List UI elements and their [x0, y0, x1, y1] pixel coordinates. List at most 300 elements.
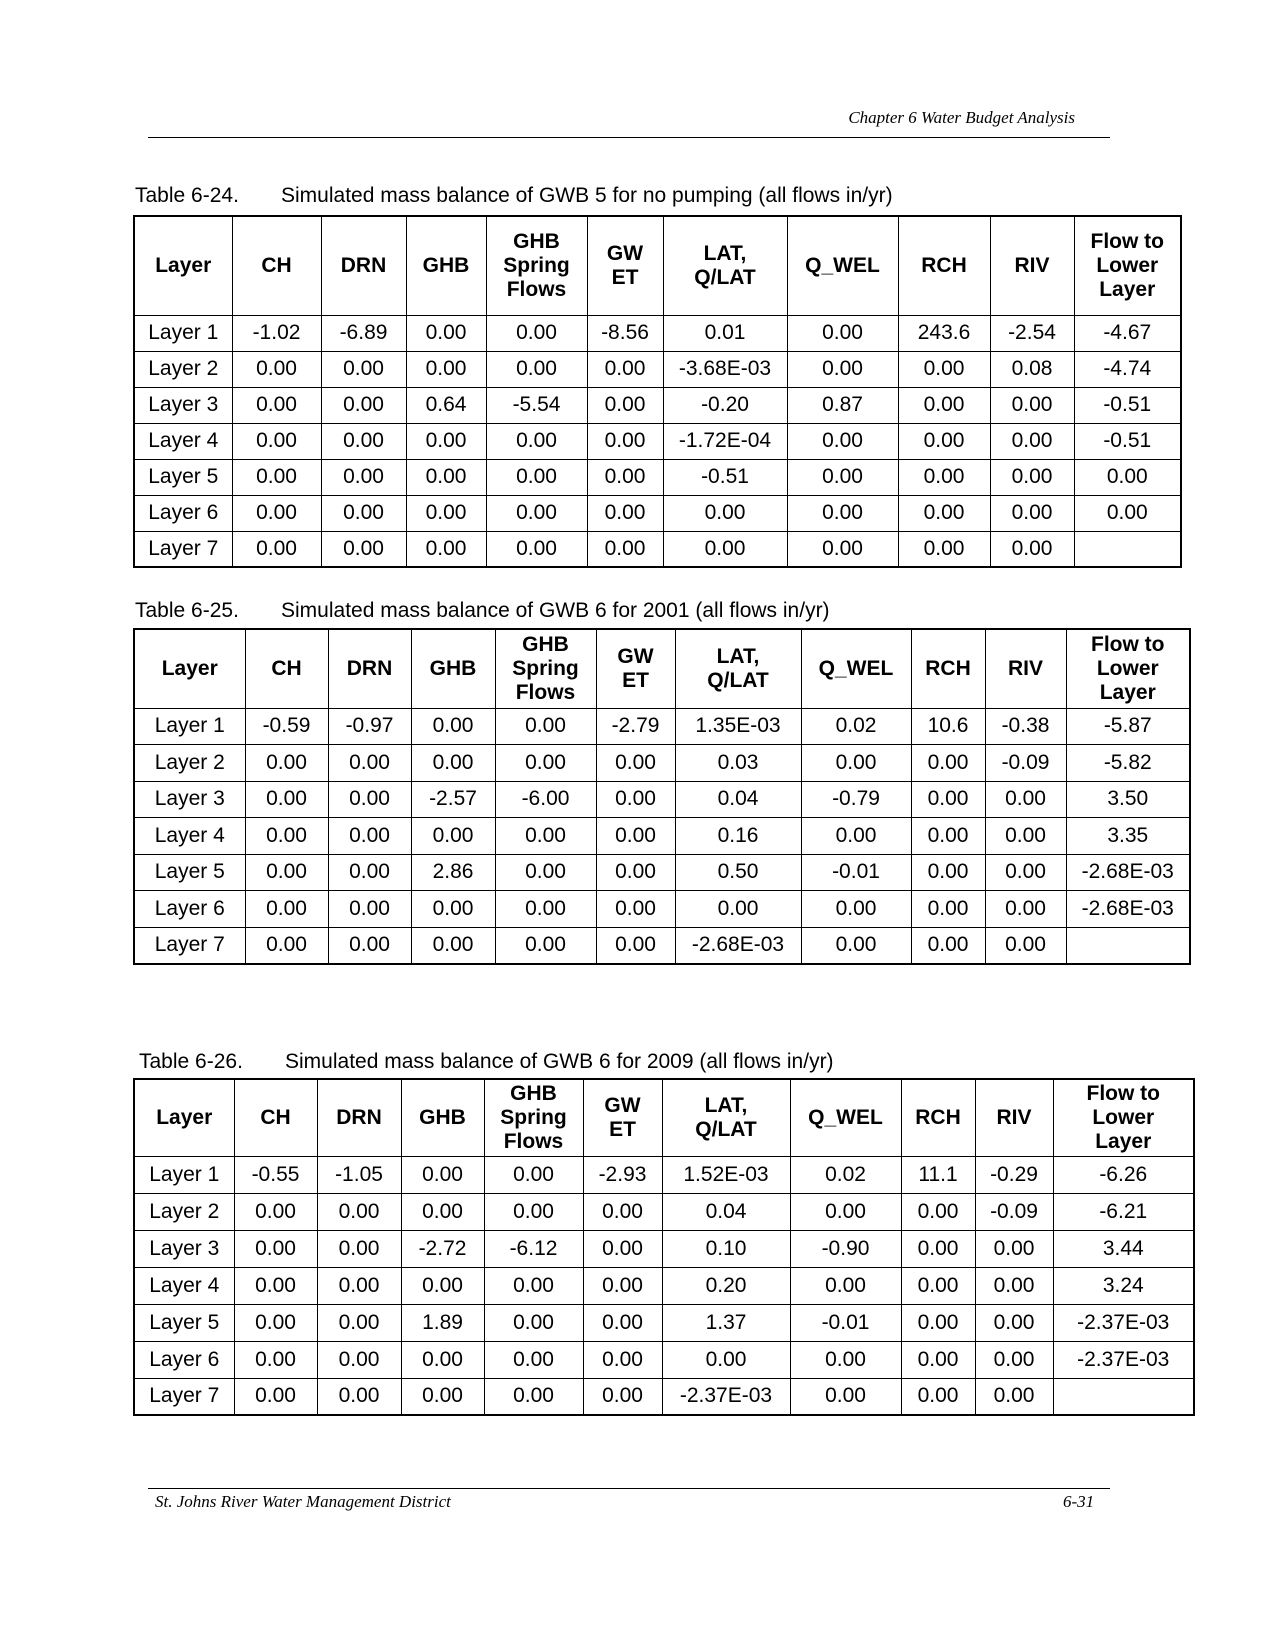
- flow-value-cell: 0.00: [596, 854, 675, 891]
- column-header: GHB: [401, 1079, 484, 1156]
- flow-value-cell: 0.00: [801, 818, 911, 855]
- column-header: Q_WEL: [790, 1079, 901, 1156]
- table-row: [134, 495, 1181, 531]
- flow-value-cell: -2.68E-03: [1066, 891, 1190, 928]
- column-header: GHB: [411, 629, 495, 708]
- table-title: Simulated mass balance of GWB 6 for 2009 (all flows in/yr): [285, 1050, 834, 1073]
- layer-label-cell: Layer 1: [134, 1156, 234, 1193]
- layer-label-cell: Layer 1: [134, 315, 232, 351]
- flow-value-cell: 0.00: [990, 495, 1074, 531]
- flow-value-cell: 0.00: [1074, 459, 1181, 495]
- header-rule: [148, 137, 1110, 138]
- flow-value-cell: 3.35: [1066, 818, 1190, 855]
- table-row: [134, 423, 1181, 459]
- flow-value-cell: 0.00: [411, 891, 495, 928]
- flow-value-cell: 0.00: [985, 818, 1066, 855]
- column-header: Layer: [134, 216, 232, 315]
- flow-value-cell: 0.00: [232, 531, 321, 567]
- flow-value-cell: -5.87: [1066, 708, 1190, 745]
- flow-value-cell: 0.00: [801, 745, 911, 782]
- flow-value-cell: 0.00: [245, 818, 328, 855]
- flow-value-cell: 0.00: [411, 708, 495, 745]
- flow-value-cell: 0.00: [990, 459, 1074, 495]
- flow-value-cell: 1.37: [662, 1304, 790, 1341]
- layer-label-cell: Layer 3: [134, 781, 245, 818]
- flow-value-cell: 0.00: [486, 351, 587, 387]
- flow-value-cell: 0.02: [801, 708, 911, 745]
- flow-value-cell: 0.00: [328, 818, 411, 855]
- table-row: [134, 459, 1181, 495]
- flow-value-cell: 0.00: [317, 1230, 401, 1267]
- flow-value-cell: 0.00: [484, 1341, 583, 1378]
- flow-value-cell: 0.00: [232, 423, 321, 459]
- table-row: [134, 1378, 1194, 1415]
- table-number: Table 6-26.: [139, 1050, 243, 1073]
- flow-value-cell: 0.00: [486, 531, 587, 567]
- flow-value-cell: 0.00: [975, 1267, 1053, 1304]
- running-header: Chapter 6 Water Budget Analysis: [848, 108, 1075, 127]
- flow-value-cell: 0.00: [401, 1156, 484, 1193]
- table-row: [134, 1304, 1194, 1341]
- flow-value-cell: 0.00: [406, 315, 486, 351]
- footer-rule: [148, 1488, 1110, 1489]
- mass-balance-table-6-24: [133, 215, 1182, 568]
- flow-value-cell: -3.68E-03: [663, 351, 787, 387]
- flow-value-cell: 0.00: [583, 1193, 662, 1230]
- flow-value-cell: -1.72E-04: [663, 423, 787, 459]
- column-header: Flow to Lower Layer: [1074, 216, 1181, 315]
- column-header: DRN: [321, 216, 406, 315]
- flow-value-cell: -5.54: [486, 387, 587, 423]
- flow-value-cell: 0.00: [587, 423, 663, 459]
- flow-value-cell: 0.87: [787, 387, 898, 423]
- table-row: [134, 927, 1190, 964]
- flow-value-cell: 0.00: [990, 531, 1074, 567]
- table-row: [134, 531, 1181, 567]
- flow-value-cell: 0.00: [411, 927, 495, 964]
- table-caption-6-26: [139, 1050, 834, 1074]
- layer-label-cell: Layer 7: [134, 1378, 234, 1415]
- layer-label-cell: Layer 3: [134, 387, 232, 423]
- flow-value-cell: 0.00: [234, 1304, 317, 1341]
- table-row: [134, 891, 1190, 928]
- flow-value-cell: 10.6: [911, 708, 985, 745]
- flow-value-cell: 0.00: [317, 1267, 401, 1304]
- flow-value-cell: 0.00: [321, 459, 406, 495]
- flow-value-cell: 0.00: [406, 531, 486, 567]
- flow-value-cell: 0.20: [662, 1267, 790, 1304]
- flow-value-cell: [1066, 927, 1190, 964]
- flow-value-cell: 0.00: [406, 423, 486, 459]
- flow-value-cell: 0.00: [328, 781, 411, 818]
- flow-value-cell: 0.00: [901, 1267, 975, 1304]
- column-header: RCH: [898, 216, 990, 315]
- flow-value-cell: 0.00: [901, 1304, 975, 1341]
- flow-value-cell: 0.00: [901, 1341, 975, 1378]
- flow-value-cell: 0.00: [596, 818, 675, 855]
- flow-value-cell: -2.72: [401, 1230, 484, 1267]
- flow-value-cell: -0.29: [975, 1156, 1053, 1193]
- flow-value-cell: 0.00: [234, 1193, 317, 1230]
- flow-value-cell: 0.00: [321, 387, 406, 423]
- table-title: Simulated mass balance of GWB 5 for no pumping (all flows in/yr): [281, 184, 893, 207]
- footer-district: St. Johns River Water Management District: [155, 1492, 451, 1511]
- table-row: [134, 854, 1190, 891]
- flow-value-cell: 11.1: [901, 1156, 975, 1193]
- column-header: Q_WEL: [801, 629, 911, 708]
- flow-value-cell: -0.55: [234, 1156, 317, 1193]
- table-header-row: [134, 629, 1190, 708]
- column-header: RIV: [990, 216, 1074, 315]
- footer-page-number: 6-31: [1063, 1492, 1095, 1511]
- flow-value-cell: 0.00: [898, 423, 990, 459]
- flow-value-cell: -2.37E-03: [662, 1378, 790, 1415]
- flow-value-cell: 0.00: [787, 351, 898, 387]
- layer-label-cell: Layer 5: [134, 854, 245, 891]
- column-header: GW ET: [596, 629, 675, 708]
- flow-value-cell: 0.00: [495, 854, 596, 891]
- flow-value-cell: -6.26: [1053, 1156, 1194, 1193]
- column-header: CH: [245, 629, 328, 708]
- layer-label-cell: Layer 5: [134, 459, 232, 495]
- table-row: [134, 1193, 1194, 1230]
- flow-value-cell: 3.44: [1053, 1230, 1194, 1267]
- flow-value-cell: 0.00: [990, 423, 1074, 459]
- flow-value-cell: 0.00: [663, 531, 787, 567]
- layer-label-cell: Layer 6: [134, 891, 245, 928]
- flow-value-cell: 0.00: [583, 1341, 662, 1378]
- flow-value-cell: 0.00: [245, 745, 328, 782]
- flow-value-cell: 0.00: [245, 891, 328, 928]
- flow-value-cell: 0.03: [675, 745, 801, 782]
- flow-value-cell: -0.01: [790, 1304, 901, 1341]
- flow-value-cell: 0.00: [790, 1378, 901, 1415]
- column-header: GW ET: [583, 1079, 662, 1156]
- flow-value-cell: -6.12: [484, 1230, 583, 1267]
- flow-value-cell: 0.00: [328, 891, 411, 928]
- flow-value-cell: 0.00: [317, 1341, 401, 1378]
- column-header: CH: [234, 1079, 317, 1156]
- flow-value-cell: 0.00: [901, 1230, 975, 1267]
- flow-value-cell: -6.89: [321, 315, 406, 351]
- layer-label-cell: Layer 2: [134, 1193, 234, 1230]
- table-row: [134, 387, 1181, 423]
- flow-value-cell: 0.16: [675, 818, 801, 855]
- flow-value-cell: -5.82: [1066, 745, 1190, 782]
- flow-value-cell: -0.51: [1074, 387, 1181, 423]
- flow-value-cell: -0.20: [663, 387, 787, 423]
- flow-value-cell: 0.00: [787, 495, 898, 531]
- flow-value-cell: 0.10: [662, 1230, 790, 1267]
- flow-value-cell: 0.00: [911, 781, 985, 818]
- table-row: [134, 745, 1190, 782]
- flow-value-cell: 0.00: [328, 745, 411, 782]
- flow-value-cell: 0.00: [787, 423, 898, 459]
- flow-value-cell: 0.00: [985, 781, 1066, 818]
- flow-value-cell: [1053, 1378, 1194, 1415]
- flow-value-cell: 0.00: [484, 1267, 583, 1304]
- flow-value-cell: 0.00: [787, 531, 898, 567]
- flow-value-cell: -0.09: [985, 745, 1066, 782]
- flow-value-cell: 0.00: [317, 1378, 401, 1415]
- column-header: RCH: [901, 1079, 975, 1156]
- flow-value-cell: [1074, 531, 1181, 567]
- flow-value-cell: 0.00: [587, 495, 663, 531]
- flow-value-cell: 0.50: [675, 854, 801, 891]
- flow-value-cell: 0.64: [406, 387, 486, 423]
- flow-value-cell: 0.08: [990, 351, 1074, 387]
- flow-value-cell: -0.51: [663, 459, 787, 495]
- flow-value-cell: 0.00: [321, 351, 406, 387]
- column-header: GHB Spring Flows: [484, 1079, 583, 1156]
- flow-value-cell: 0.00: [495, 891, 596, 928]
- flow-value-cell: 0.00: [911, 745, 985, 782]
- flow-value-cell: -0.09: [975, 1193, 1053, 1230]
- flow-value-cell: 0.00: [663, 495, 787, 531]
- flow-value-cell: 0.00: [787, 315, 898, 351]
- table-header-row: [134, 1079, 1194, 1156]
- flow-value-cell: 0.00: [245, 781, 328, 818]
- flow-value-cell: 0.00: [901, 1193, 975, 1230]
- flow-value-cell: 0.00: [898, 351, 990, 387]
- flow-value-cell: 0.00: [401, 1267, 484, 1304]
- flow-value-cell: 0.00: [328, 854, 411, 891]
- flow-value-cell: -0.90: [790, 1230, 901, 1267]
- layer-label-cell: Layer 6: [134, 1341, 234, 1378]
- flow-value-cell: 0.00: [317, 1193, 401, 1230]
- layer-label-cell: Layer 2: [134, 745, 245, 782]
- table-title: Simulated mass balance of GWB 6 for 2001 (all flows in/yr): [281, 599, 830, 622]
- flow-value-cell: 0.00: [898, 531, 990, 567]
- flow-value-cell: 0.00: [662, 1341, 790, 1378]
- column-header: CH: [232, 216, 321, 315]
- flow-value-cell: 0.00: [411, 818, 495, 855]
- column-header: GHB Spring Flows: [486, 216, 587, 315]
- layer-label-cell: Layer 3: [134, 1230, 234, 1267]
- column-header: RCH: [911, 629, 985, 708]
- flow-value-cell: 0.00: [583, 1378, 662, 1415]
- flow-value-cell: 0.00: [898, 495, 990, 531]
- flow-value-cell: 0.00: [234, 1378, 317, 1415]
- flow-value-cell: 0.00: [587, 459, 663, 495]
- flow-value-cell: 0.04: [675, 781, 801, 818]
- table-number: Table 6-24.: [135, 184, 239, 207]
- flow-value-cell: 0.00: [790, 1193, 901, 1230]
- flow-value-cell: -0.38: [985, 708, 1066, 745]
- flow-value-cell: -2.37E-03: [1053, 1304, 1194, 1341]
- flow-value-cell: 0.00: [990, 387, 1074, 423]
- flow-value-cell: 0.00: [583, 1267, 662, 1304]
- flow-value-cell: 243.6: [898, 315, 990, 351]
- flow-value-cell: 0.00: [985, 891, 1066, 928]
- layer-label-cell: Layer 5: [134, 1304, 234, 1341]
- flow-value-cell: -6.21: [1053, 1193, 1194, 1230]
- flow-value-cell: 0.00: [401, 1193, 484, 1230]
- flow-value-cell: -2.68E-03: [675, 927, 801, 964]
- flow-value-cell: 0.00: [975, 1378, 1053, 1415]
- column-header: DRN: [328, 629, 411, 708]
- flow-value-cell: 0.00: [596, 745, 675, 782]
- flow-value-cell: 0.00: [484, 1378, 583, 1415]
- column-header: RIV: [985, 629, 1066, 708]
- flow-value-cell: 0.00: [232, 351, 321, 387]
- column-header: LAT, Q/LAT: [662, 1079, 790, 1156]
- flow-value-cell: 0.00: [675, 891, 801, 928]
- flow-value-cell: 0.00: [484, 1156, 583, 1193]
- flow-value-cell: 0.00: [232, 459, 321, 495]
- flow-value-cell: 0.00: [486, 495, 587, 531]
- flow-value-cell: 0.00: [801, 927, 911, 964]
- flow-value-cell: 0.00: [583, 1230, 662, 1267]
- flow-value-cell: 0.00: [985, 854, 1066, 891]
- flow-value-cell: -2.93: [583, 1156, 662, 1193]
- flow-value-cell: 1.89: [401, 1304, 484, 1341]
- flow-value-cell: 0.00: [1074, 495, 1181, 531]
- layer-label-cell: Layer 7: [134, 531, 232, 567]
- column-header: Flow to Lower Layer: [1053, 1079, 1194, 1156]
- flow-value-cell: 0.00: [406, 351, 486, 387]
- flow-value-cell: 0.00: [411, 745, 495, 782]
- layer-label-cell: Layer 1: [134, 708, 245, 745]
- flow-value-cell: 0.00: [495, 818, 596, 855]
- flow-value-cell: -0.79: [801, 781, 911, 818]
- flow-value-cell: 0.00: [790, 1267, 901, 1304]
- flow-value-cell: 0.00: [587, 387, 663, 423]
- flow-value-cell: 0.00: [587, 531, 663, 567]
- flow-value-cell: -4.67: [1074, 315, 1181, 351]
- flow-value-cell: 0.00: [790, 1341, 901, 1378]
- layer-label-cell: Layer 6: [134, 495, 232, 531]
- table-number: Table 6-25.: [135, 599, 239, 622]
- table-header-row: [134, 216, 1181, 315]
- flow-value-cell: 0.00: [486, 423, 587, 459]
- layer-label-cell: Layer 4: [134, 423, 232, 459]
- flow-value-cell: 0.00: [317, 1304, 401, 1341]
- flow-value-cell: 0.00: [911, 854, 985, 891]
- flow-value-cell: 0.00: [787, 459, 898, 495]
- flow-value-cell: 0.00: [495, 745, 596, 782]
- flow-value-cell: 0.00: [234, 1230, 317, 1267]
- column-header: GW ET: [587, 216, 663, 315]
- column-header: Layer: [134, 1079, 234, 1156]
- column-header: LAT, Q/LAT: [663, 216, 787, 315]
- flow-value-cell: -2.57: [411, 781, 495, 818]
- flow-value-cell: 0.00: [975, 1304, 1053, 1341]
- column-header: GHB Spring Flows: [495, 629, 596, 708]
- flow-value-cell: 0.00: [232, 387, 321, 423]
- flow-value-cell: 0.00: [486, 459, 587, 495]
- flow-value-cell: 0.00: [985, 927, 1066, 964]
- flow-value-cell: 0.00: [596, 781, 675, 818]
- flow-value-cell: 1.35E-03: [675, 708, 801, 745]
- layer-label-cell: Layer 4: [134, 1267, 234, 1304]
- flow-value-cell: -2.79: [596, 708, 675, 745]
- flow-value-cell: 0.01: [663, 315, 787, 351]
- table-row: [134, 818, 1190, 855]
- flow-value-cell: -1.02: [232, 315, 321, 351]
- flow-value-cell: 0.00: [495, 708, 596, 745]
- flow-value-cell: -0.01: [801, 854, 911, 891]
- flow-value-cell: 0.00: [321, 495, 406, 531]
- flow-value-cell: 0.00: [975, 1230, 1053, 1267]
- flow-value-cell: -0.59: [245, 708, 328, 745]
- flow-value-cell: 0.00: [484, 1193, 583, 1230]
- flow-value-cell: 3.50: [1066, 781, 1190, 818]
- table-caption-6-25: [135, 599, 830, 623]
- flow-value-cell: 0.00: [245, 854, 328, 891]
- flow-value-cell: 0.00: [484, 1304, 583, 1341]
- table-row: [134, 351, 1181, 387]
- flow-value-cell: 0.00: [911, 818, 985, 855]
- flow-value-cell: -6.00: [495, 781, 596, 818]
- column-header: Q_WEL: [787, 216, 898, 315]
- flow-value-cell: 0.00: [901, 1378, 975, 1415]
- flow-value-cell: 2.86: [411, 854, 495, 891]
- flow-value-cell: 0.00: [898, 459, 990, 495]
- column-header: GHB: [406, 216, 486, 315]
- flow-value-cell: 0.00: [321, 423, 406, 459]
- flow-value-cell: 0.00: [406, 459, 486, 495]
- column-header: Flow to Lower Layer: [1066, 629, 1190, 708]
- layer-label-cell: Layer 7: [134, 927, 245, 964]
- flow-value-cell: 0.00: [801, 891, 911, 928]
- column-header: DRN: [317, 1079, 401, 1156]
- flow-value-cell: 0.00: [234, 1341, 317, 1378]
- table-row: [134, 1341, 1194, 1378]
- flow-value-cell: -2.68E-03: [1066, 854, 1190, 891]
- flow-value-cell: 0.00: [587, 351, 663, 387]
- flow-value-cell: -2.37E-03: [1053, 1341, 1194, 1378]
- flow-value-cell: 0.00: [596, 891, 675, 928]
- flow-value-cell: 0.00: [232, 495, 321, 531]
- table-row: [134, 1267, 1194, 1304]
- flow-value-cell: 0.00: [401, 1341, 484, 1378]
- flow-value-cell: 0.02: [790, 1156, 901, 1193]
- flow-value-cell: -1.05: [317, 1156, 401, 1193]
- flow-value-cell: 0.00: [401, 1378, 484, 1415]
- flow-value-cell: 0.00: [245, 927, 328, 964]
- flow-value-cell: 0.00: [596, 927, 675, 964]
- table-row: [134, 1156, 1194, 1193]
- layer-label-cell: Layer 4: [134, 818, 245, 855]
- flow-value-cell: 0.00: [911, 927, 985, 964]
- table-row: [134, 781, 1190, 818]
- flow-value-cell: 3.24: [1053, 1267, 1194, 1304]
- mass-balance-table-6-26: [133, 1078, 1195, 1416]
- flow-value-cell: 0.00: [898, 387, 990, 423]
- column-header: LAT, Q/LAT: [675, 629, 801, 708]
- flow-value-cell: -4.74: [1074, 351, 1181, 387]
- table-caption-6-24: [135, 184, 893, 208]
- layer-label-cell: Layer 2: [134, 351, 232, 387]
- flow-value-cell: -2.54: [990, 315, 1074, 351]
- column-header: Layer: [134, 629, 245, 708]
- flow-value-cell: 0.00: [328, 927, 411, 964]
- flow-value-cell: 0.00: [486, 315, 587, 351]
- flow-value-cell: -0.97: [328, 708, 411, 745]
- flow-value-cell: 1.52E-03: [662, 1156, 790, 1193]
- flow-value-cell: 0.00: [234, 1267, 317, 1304]
- flow-value-cell: 0.00: [583, 1304, 662, 1341]
- flow-value-cell: 0.00: [975, 1341, 1053, 1378]
- flow-value-cell: 0.00: [911, 891, 985, 928]
- flow-value-cell: 0.00: [406, 495, 486, 531]
- flow-value-cell: 0.00: [321, 531, 406, 567]
- table-row: [134, 708, 1190, 745]
- column-header: RIV: [975, 1079, 1053, 1156]
- flow-value-cell: 0.00: [495, 927, 596, 964]
- flow-value-cell: -0.51: [1074, 423, 1181, 459]
